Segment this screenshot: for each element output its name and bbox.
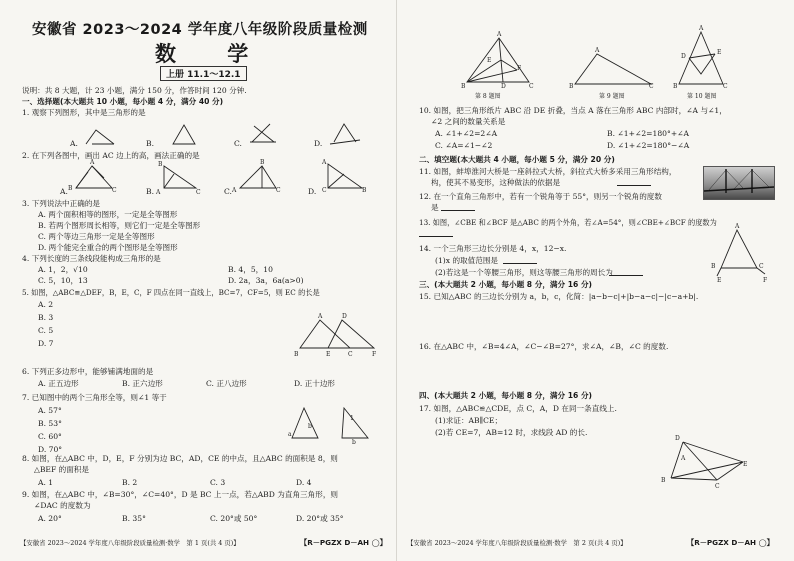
section1-header: 一、选择题(本大题共 10 小题，每小题 4 分，满分 40 分) (22, 97, 224, 106)
question-14: 14. 一个三角形三边长分别是 4，x，12−x. (419, 244, 567, 253)
svg-text:F: F (517, 65, 522, 72)
q3-option-b: B. 若两个图形周长相等，则它们一定是全等图形 (38, 221, 201, 230)
q8-option-b: B. 2 (122, 478, 138, 487)
q6-option-d: D. 正十边形 (294, 379, 336, 388)
q9-option-a: A. 20° (38, 514, 62, 523)
question-3: 3. 下列说法中正确的是 (22, 199, 101, 208)
question-13: 13. 如图，∠CBE 和∠BCF 是△ABC 的两个外角，若∠A=54°，则∠CBE+∠BCF 的度数为 (419, 218, 717, 227)
svg-text:C: C (715, 483, 720, 490)
svg-text:D: D (681, 53, 686, 60)
svg-text:b: b (308, 423, 312, 430)
svg-text:b: b (352, 439, 356, 446)
q3-option-d: D. 两个能完全重合的两个图形是全等图形 (38, 243, 178, 252)
q9-option-d: D. 20°或 35° (296, 514, 344, 523)
question-4: 4. 下列长度的三条线段能构成三角形的是 (22, 254, 161, 263)
q5-option-a: A. 2 (38, 300, 54, 309)
question-15: 15. 已知△ABC 的三边长分别为 a，b，c，化简：|a−b−c|+|b−a−c|−|c−a+b|. (419, 292, 699, 301)
question-1: 1. 观察下列图形，其中是三角形的是 (22, 108, 146, 117)
svg-text:B: B (68, 185, 73, 192)
q4-option-c: C. 5，10，13 (38, 276, 88, 285)
svg-text:B: B (294, 351, 299, 358)
q7-option-a: A. 57° (38, 406, 62, 415)
question-2: 2. 在下列各图中，画出 AC 边上的高，画法正确的是 (22, 151, 200, 160)
q7-option-c: C. 60° (38, 432, 62, 441)
question-17: 17. 如图，△ABC≌△CDE，点 C，A，D 在同一条直线上. (419, 404, 617, 413)
section3-header: 三、(本大题共 2 小题，每小题 8 分，满分 16 分) (419, 280, 593, 289)
q12-answer-blank (441, 203, 475, 211)
svg-text:B: B (362, 187, 367, 194)
q2-figure-d (322, 160, 366, 192)
q14-2-answer-blank (609, 268, 643, 276)
question-8-line2: △BEF 的面积是 (34, 465, 90, 474)
q9-option-b: B. 35° (122, 514, 146, 523)
q4-option-b: B. 4，5，10 (228, 265, 273, 274)
question-5: 5. 如图，△ABC≌△DEF，B，E，C，F 四点在同一直线上，BC=7，CF=5，则 EC 的长是 (22, 288, 320, 297)
svg-text:C: C (649, 83, 654, 90)
svg-text:A: A (322, 159, 327, 166)
svg-text:C: C (196, 189, 201, 196)
fig10-caption: 第 10 题图 (687, 93, 717, 100)
q1-option-c: C. (234, 139, 242, 148)
svg-text:A: A (497, 31, 502, 38)
svg-text:E: E (487, 57, 492, 64)
question-9-line1: 9. 如图，在△ABC 中，∠B=30°，∠C=40°，D 是 BC 上一点，若△ABD 为直角三角形，则 (22, 490, 339, 499)
scope-banner: 上册 11.1～12.1 (160, 66, 247, 81)
q1-option-d: D. (314, 139, 323, 148)
svg-text:C: C (529, 83, 534, 90)
question-11-line1: 11. 如图，蚌埠淮河大桥是一座斜拉式大桥，斜拉式大桥多采用三角形结构， (419, 167, 677, 176)
q1-option-a: A. (70, 139, 78, 148)
q10-option-b: B. ∠1+∠2=180°+∠A (607, 129, 690, 138)
q7-figure-right (340, 406, 370, 446)
q10-option-a: A. ∠1+∠2=2∠A (435, 129, 498, 138)
svg-text:F: F (372, 351, 377, 358)
q13-answer-blank (419, 229, 453, 237)
svg-text:B: B (661, 477, 666, 484)
svg-text:A: A (318, 313, 323, 320)
q1-figure-d (330, 122, 360, 146)
q1-figure-b (172, 124, 196, 146)
question-16: 16. 在△ABC 中，∠B=4∠A，∠C−∠B=27°，求∠A，∠B，∠C 的度数. (419, 342, 669, 351)
q2-option-b: B. (146, 187, 154, 196)
question-10-line1: 10. 如图，把三角形纸片 ABC 沿 DE 折叠，当点 A 落在三角形 ABC 内部时，∠A 与∠1， (419, 106, 727, 115)
question-11-line2: 构，使其不易变形，这种做法的依据是 (431, 178, 561, 187)
q2-option-c: C. (224, 187, 232, 196)
q2-option-a: A. (60, 187, 68, 196)
svg-text:a: a (288, 431, 292, 438)
exam-page-2 (397, 0, 794, 561)
question-7: 7. 已知图中的两个三角形全等，则∠1 等于 (22, 393, 167, 402)
svg-text:B: B (711, 263, 716, 270)
svg-text:C: C (723, 83, 728, 90)
page1-footer: 【安徽省 2023～2024 学年度八年级阶段质量检测·数学 第 1 页(共 4 页)】 (20, 539, 240, 547)
svg-text:A: A (595, 47, 600, 54)
q8-option-c: C. 3 (210, 478, 226, 487)
page2-footer: 【安徽省 2023～2024 学年度八年级阶段质量检测·数学 第 2 页(共 4 页)】 (407, 539, 627, 547)
q13-figure (711, 223, 769, 284)
q6-option-c: C. 正八边形 (206, 379, 247, 388)
bridge-photo (703, 166, 775, 200)
question-14-part1: (1)x 的取值范围是 (435, 256, 499, 265)
q1-figure-c (248, 122, 278, 144)
q3-option-a: A. 两个面积相等的图形，一定是全等图形 (38, 210, 178, 219)
q10-option-c: C. ∠A=∠1−∠2 (435, 141, 493, 150)
q6-option-b: B. 正六边形 (122, 379, 163, 388)
svg-text:C: C (759, 263, 764, 270)
svg-text:A: A (90, 159, 95, 166)
section4-header: 四、(本大题共 2 小题，每小题 8 分，满分 16 分) (419, 391, 593, 400)
svg-text:D: D (675, 435, 680, 442)
q17-figure (661, 435, 748, 490)
question-17-part1: (1)求证：AB∥CE； (435, 416, 503, 425)
question-9-line2: ∠DAC 的度数为 (34, 501, 91, 510)
q3-option-c: C. 两个等边三角形一定是全等图形 (38, 232, 155, 241)
svg-text:E: E (717, 277, 722, 284)
svg-text:C: C (348, 351, 353, 358)
svg-text:A: A (156, 189, 161, 196)
q9-figure (569, 47, 654, 90)
instructions: 说明：共 8 大题，计 23 小题，满分 150 分，作答时间 120 分钟. (22, 86, 247, 95)
svg-text:A: A (681, 455, 686, 462)
q1-figure-a (86, 128, 116, 146)
question-12-line2: 是 (431, 203, 439, 212)
svg-text:A: A (735, 223, 740, 230)
svg-text:B: B (158, 161, 163, 168)
fig9-caption: 第 9 题图 (599, 93, 625, 100)
svg-text:B: B (461, 83, 466, 90)
q8-figure (461, 31, 534, 90)
q9-option-c: C. 20°或 50° (210, 514, 258, 523)
q2-figure-a (68, 159, 117, 194)
question-17-part2: (2)若 CE=7，AB=12 时，求线段 AD 的长. (435, 428, 588, 437)
q14-1-answer-blank (503, 256, 537, 264)
q10-option-d: D. ∠1+∠2=180°−∠A (607, 141, 690, 150)
svg-text:C: C (112, 187, 117, 194)
svg-text:A: A (232, 187, 237, 194)
q10-figure (673, 25, 728, 90)
q8-option-a: A. 1 (38, 478, 54, 487)
svg-text:F: F (763, 277, 768, 284)
q5-option-d: D. 7 (38, 339, 54, 348)
q4-option-d: D. 2a，3a，6a(a>0) (228, 276, 304, 285)
svg-text:C: C (276, 187, 281, 194)
q7-option-b: B. 53° (38, 419, 62, 428)
question-12-line1: 12. 在一个直角三角形中，若有一个锐角等于 55°，则另一个锐角的度数 (419, 192, 662, 201)
section2-header: 二、填空题(本大题共 4 小题，每小题 5 分，满分 20 分) (419, 155, 615, 164)
exam-title: 安徽省 2023～2024 学年度八年级阶段质量检测 (32, 22, 368, 38)
q5-option-b: B. 3 (38, 313, 54, 322)
q1-option-b: B. (146, 139, 154, 148)
svg-text:B: B (260, 159, 265, 166)
q5-option-c: C. 5 (38, 326, 54, 335)
question-8-line1: 8. 如图，在△ABC 中，D，E，F 分别为边 BC，AD，CE 的中点，且△ABC 的面积是 8，则 (22, 454, 338, 463)
svg-text:B: B (569, 83, 574, 90)
question-6: 6. 下列正多边形中，能够铺满地面的是 (22, 367, 154, 376)
q8-option-d: D. 4 (296, 478, 312, 487)
svg-text:D: D (342, 313, 347, 320)
svg-text:E: E (717, 49, 722, 56)
q11-answer-blank (617, 178, 651, 186)
q6-option-a: A. 正五边形 (38, 379, 79, 388)
q4-option-a: A. 1，2，√10 (38, 265, 88, 274)
subject-title: 数 学 (155, 42, 271, 66)
question-10-line2: ∠2 之间的数量关系是 (431, 117, 506, 126)
svg-text:D: D (501, 83, 506, 90)
q7-figure-left (290, 406, 320, 442)
page2-code: 【R－PGZX D－AH ◯】 (687, 538, 774, 547)
svg-text:C: C (322, 187, 327, 194)
svg-text:1: 1 (350, 415, 354, 422)
q7-option-d: D. 70° (38, 445, 63, 454)
q2-figure-c (232, 159, 281, 194)
q5-figure (294, 313, 378, 358)
fig8-caption: 第 8 题图 (475, 93, 501, 100)
svg-text:A: A (699, 25, 704, 32)
q2-figure-b (156, 161, 201, 196)
svg-text:B: B (673, 83, 678, 90)
q2-option-d: D. (308, 187, 317, 196)
question-14-part2: (2)若这是一个等腰三角形，则这等腰三角形的周长为 (435, 268, 613, 277)
svg-text:E: E (326, 351, 331, 358)
svg-text:E: E (743, 461, 748, 468)
page1-code: 【R－PGZX D－AH ◯】 (300, 538, 387, 547)
